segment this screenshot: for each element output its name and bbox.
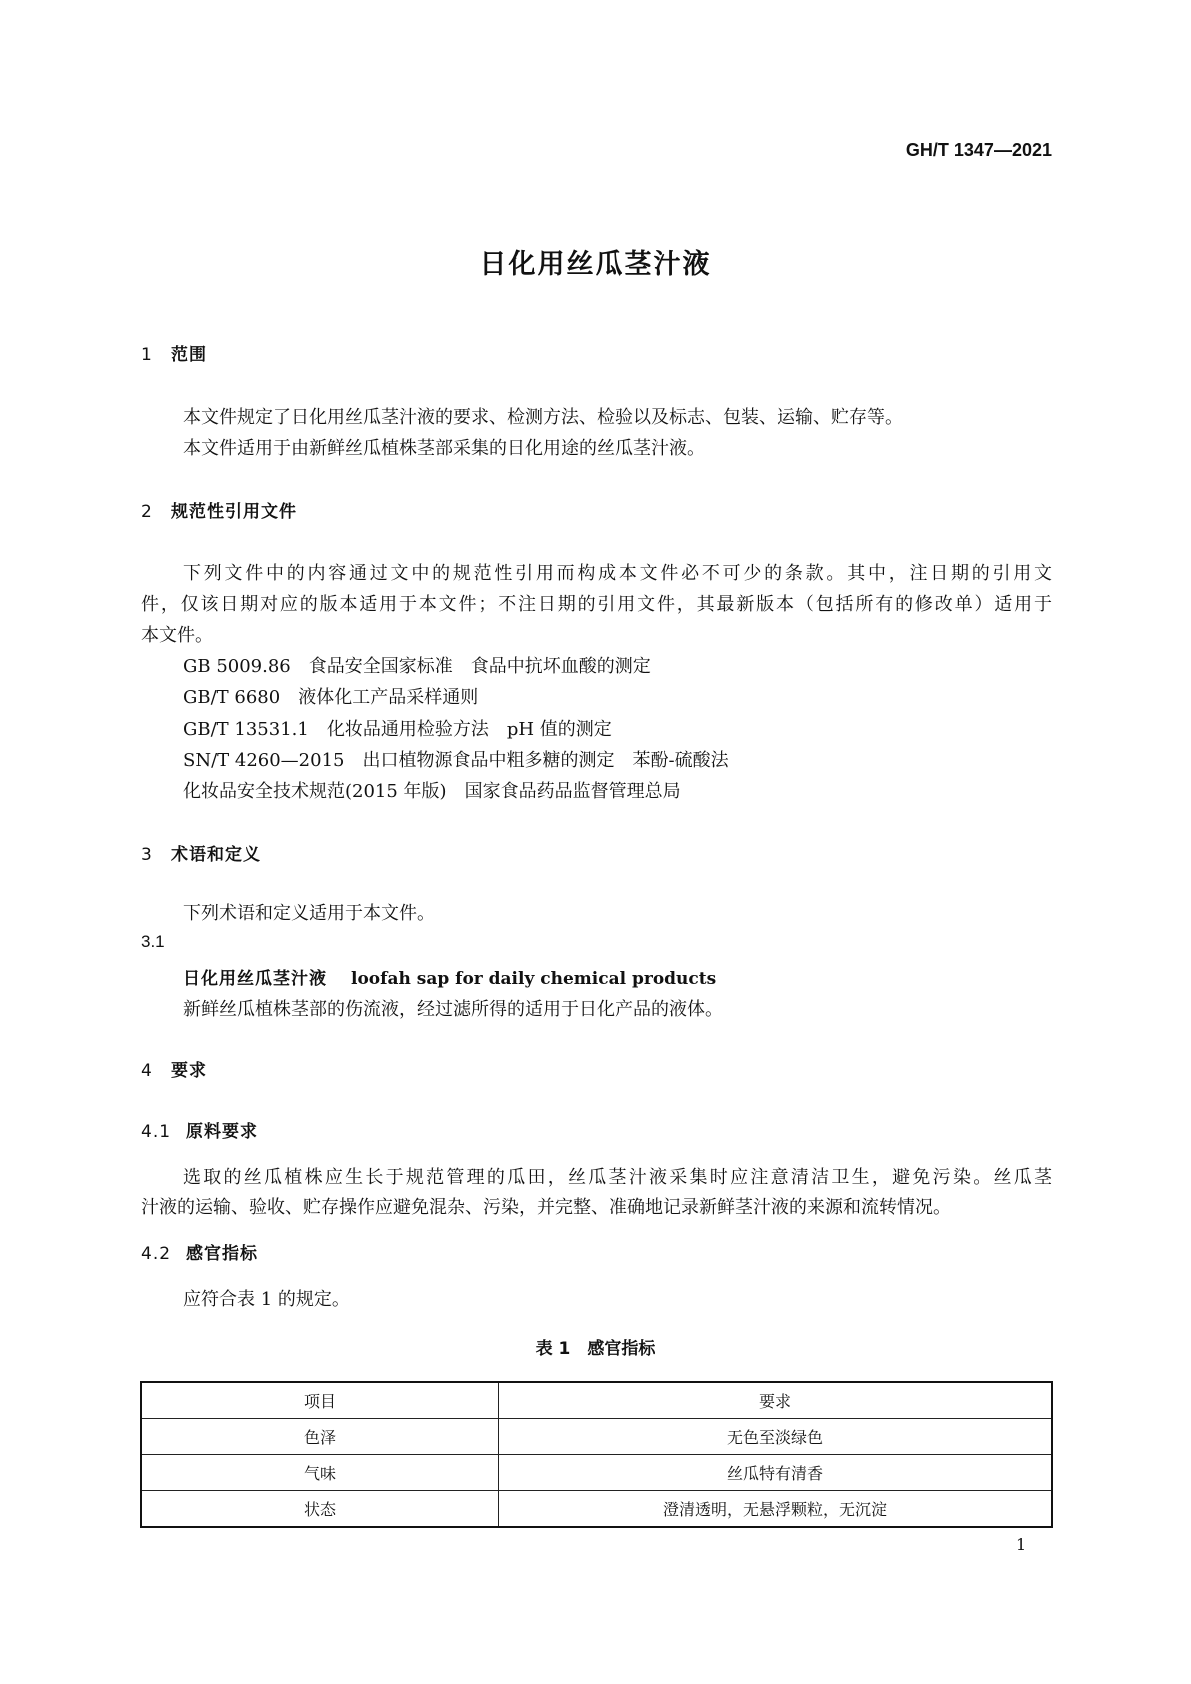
table-row (141, 1491, 1052, 1528)
section-title: 范围 (171, 345, 207, 365)
section-number: 1 (141, 345, 153, 365)
term-definition: 新鲜丝瓜植株茎部的伤流液，经过滤所得的适用于日化产品的液体。 (183, 999, 723, 1020)
table-row (141, 1419, 1052, 1455)
section-title: 原料要求 (186, 1122, 258, 1142)
table-header-row (141, 1382, 1052, 1419)
table-cell: 丝瓜特有清香 (499, 1455, 1053, 1491)
term-chinese: 日化用丝瓜茎汁液 (183, 969, 327, 989)
page-title: 日化用丝瓜茎汁液 (479, 249, 712, 280)
paragraph-line: 本文件。 (141, 625, 213, 646)
table-cell: 澄清透明，无悬浮颗粒，无沉淀 (499, 1491, 1053, 1528)
table-header: 要求 (499, 1382, 1053, 1419)
reference-code: GB 5009.86 (183, 656, 291, 677)
section-1-heading (141, 340, 207, 365)
reference-title: 出口植物源食品中粗多糖的测定 苯酚-硫酸法 (362, 750, 729, 771)
section-number: 4.2 (141, 1244, 172, 1264)
paragraph-line: 选取的丝瓜植株应生长于规范管理的瓜田，丝瓜茎汁液采集时应注意清洁卫生，避免污染。丝瓜茎 (183, 1167, 1052, 1188)
reference-code: GB/T 6680 (183, 687, 281, 708)
table-header: 项目 (141, 1382, 499, 1419)
section-title: 要求 (171, 1061, 207, 1081)
reference-title: 食品安全国家标准 食品中抗坏血酸的测定 (308, 656, 651, 677)
reference-code: GB/T 13531.1 (183, 719, 309, 740)
standard-number: GH/T 1347—2021 (905, 140, 1052, 160)
paragraph-line: 本文件适用于由新鲜丝瓜植株茎部采集的日化用途的丝瓜茎汁液。 (183, 438, 705, 459)
section-4-1-heading (141, 1117, 258, 1142)
section-number: 2 (141, 502, 153, 522)
reference-code: SN/T 4260—2015 (183, 750, 345, 771)
reference-code: 化妆品安全技术规范(2015 年版) (183, 781, 447, 802)
paragraph-line: 下列术语和定义适用于本文件。 (183, 903, 435, 924)
term-number: 3.1 (141, 932, 165, 951)
section-title: 规范性引用文件 (171, 502, 297, 522)
reference-title: 国家食品药品监督管理总局 (464, 781, 681, 802)
reference-item (183, 777, 1052, 803)
term-heading (183, 964, 716, 989)
reference-item (183, 715, 1052, 741)
table-caption: 表 1 感官指标 (535, 1339, 656, 1359)
table-cell: 气味 (141, 1455, 499, 1491)
reference-title: 液体化工产品采样通则 (298, 687, 479, 708)
paragraph-line: 汁液的运输、验收、贮存操作应避免混杂、污染，并完整、准确地记录新鲜茎汁液的来源和流转情况。 (141, 1197, 951, 1218)
reference-item (183, 746, 1052, 772)
term-english: loofah sap for daily chemical products (351, 969, 717, 989)
reference-title: 化妆品通用检验方法 pH 值的测定 (326, 719, 612, 740)
sensory-table (140, 1381, 1053, 1528)
section-number: 4 (141, 1061, 153, 1081)
section-4-2-heading (141, 1239, 258, 1264)
reference-item (183, 683, 1052, 709)
paragraph-line: 件，仅该日期对应的版本适用于本文件；不注日期的引用文件，其最新版本（包括所有的修改单）适用于 (141, 594, 1052, 615)
section-number: 4.1 (141, 1122, 172, 1142)
section-title: 感官指标 (186, 1244, 258, 1264)
paragraph-line: 本文件规定了日化用丝瓜茎汁液的要求、检测方法、检验以及标志、包装、运输、贮存等。 (183, 407, 903, 428)
table-row (141, 1455, 1052, 1491)
section-title: 术语和定义 (171, 845, 261, 865)
reference-item (183, 652, 1052, 678)
table-cell: 状态 (141, 1491, 499, 1528)
section-3-heading (141, 840, 261, 865)
paragraph-line: 下列文件中的内容通过文中的规范性引用而构成本文件必不可少的条款。其中，注日期的引用文 (183, 563, 1052, 584)
page-number: 1 (1016, 1535, 1027, 1554)
table-cell: 色泽 (141, 1419, 499, 1455)
section-2-heading (141, 497, 297, 522)
paragraph-line: 应符合表 1 的规定。 (183, 1289, 350, 1310)
table-cell: 无色至淡绿色 (499, 1419, 1053, 1455)
section-4-heading (141, 1056, 207, 1081)
section-number: 3 (141, 845, 153, 865)
